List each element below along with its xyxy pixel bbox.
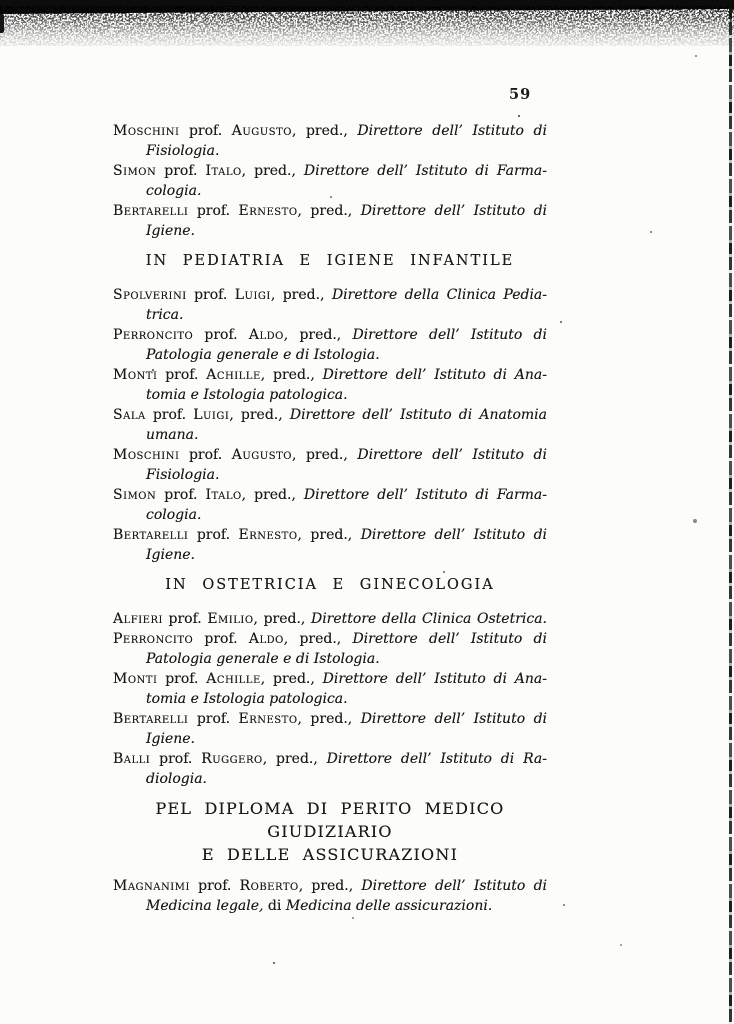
entry-text: prof. <box>156 163 206 179</box>
faculty-entry <box>113 525 547 565</box>
role-title: Direttore dell’ Istituto di <box>360 527 548 543</box>
entry-first-line <box>113 609 547 629</box>
entry-continuation-line <box>113 141 547 161</box>
faculty-entry <box>113 405 547 445</box>
person-name: Aldo <box>248 631 284 647</box>
entry-text: prof. <box>193 631 249 647</box>
role-title: Igiene. <box>146 547 196 563</box>
person-name: Aldo <box>248 327 284 343</box>
person-name: Ernesto <box>238 711 298 727</box>
person-name: Bertarelli <box>113 527 189 543</box>
entry-continuation-line <box>113 181 547 201</box>
entry-continuation-line <box>113 649 547 669</box>
role-title: Fisiologia. <box>146 467 220 483</box>
entry-text: , pred., <box>270 287 332 303</box>
entry-continuation-line <box>113 221 547 241</box>
entry-text: , pred., <box>297 711 361 727</box>
role-title: cologia. <box>146 507 202 523</box>
faculty-entry <box>113 749 547 789</box>
entry-text: , pred., <box>229 407 290 423</box>
entry-text: prof. <box>188 711 239 727</box>
person-name: Ernesto <box>238 203 298 219</box>
entry-text: , pred., <box>298 878 362 894</box>
entry-text: prof. <box>162 611 208 627</box>
faculty-entry <box>113 201 547 241</box>
role-title: Direttore dell’ Istituto di <box>361 878 548 894</box>
section-heading <box>113 575 547 596</box>
role-title: cologia. <box>146 183 202 199</box>
entry-first-line <box>113 709 547 729</box>
role-title: Direttore dell’ Istituto di Ra- <box>326 751 548 767</box>
entry-text: prof. <box>156 487 206 503</box>
entry-text: prof. <box>157 671 207 687</box>
entry-text: , pred., <box>241 487 304 503</box>
faculty-entry <box>113 285 547 325</box>
person-name: Italo <box>205 163 242 179</box>
role-title: Direttore dell’ Istituto di Anatomia <box>289 407 547 423</box>
role-title: Patologia generale e di Istologia. <box>146 651 380 667</box>
person-name: Moschini <box>113 447 180 463</box>
section-heading-line: IN PEDIATRIA E IGIENE INFANTILE <box>145 253 515 269</box>
person-name: Balli <box>113 751 151 767</box>
person-name: Bertarelli <box>113 203 189 219</box>
entry-text: prof. <box>179 447 232 463</box>
scan-artifact-left-edge <box>0 14 4 33</box>
entry-text: , pred., <box>283 631 353 647</box>
entry-continuation-line <box>113 305 547 325</box>
entry-continuation-line <box>113 769 547 789</box>
role-title: Direttore dell’ Istituto di Farma- <box>303 487 548 503</box>
section-heading <box>113 797 547 866</box>
person-name: Roberto <box>239 878 299 894</box>
entry-first-line <box>113 669 547 689</box>
faculty-directory-text <box>113 121 547 916</box>
entry-continuation-line <box>113 505 547 525</box>
role-title: Direttore dell’ Istituto di Farma- <box>303 163 548 179</box>
entry-text: prof. <box>157 367 207 383</box>
entry-continuation-line <box>113 729 547 749</box>
faculty-entry <box>113 325 547 365</box>
person-name: Augusto <box>231 447 292 463</box>
entry-first-line <box>113 365 547 385</box>
role-title: tomia e Istologia patologica. <box>146 387 348 403</box>
entry-first-line <box>113 121 547 141</box>
section-heading-line: E DELLE ASSICURAZIONI <box>201 845 459 864</box>
section-heading-line: PEL DIPLOMA DI PERITO MEDICO GIUDIZIARIO <box>155 799 505 841</box>
role-title: trica. <box>146 307 184 323</box>
entry-first-line <box>113 405 547 425</box>
person-name: Sala <box>113 407 146 423</box>
entry-text: prof. <box>193 327 249 343</box>
entry-continuation-line <box>113 689 547 709</box>
role-title: Direttore della Clinica Ostetrica. <box>310 611 548 627</box>
faculty-entry <box>113 876 547 916</box>
entry-text: prof. <box>188 203 239 219</box>
entry-continuation-line <box>113 465 547 485</box>
role-title: umana. <box>146 427 199 443</box>
role-title: Direttore dell’ Istituto di <box>352 631 547 647</box>
role-title: Direttore dell’ Istituto di <box>360 203 548 219</box>
person-name: Luigi <box>193 407 230 423</box>
entry-text: prof. <box>179 123 232 139</box>
faculty-entry <box>113 121 547 161</box>
entry-first-line <box>113 876 547 896</box>
entry-first-line <box>113 445 547 465</box>
person-name: Luigi <box>234 287 271 303</box>
person-name: Ruggero <box>201 751 263 767</box>
entry-text: , pred., <box>253 611 311 627</box>
person-name: Simon <box>113 163 157 179</box>
person-name: Monti <box>113 367 158 383</box>
scan-artifact-right-edge <box>726 8 734 1024</box>
role-title: Medicina delle assicurazioni. <box>285 898 493 914</box>
entry-text: , pred., <box>283 327 353 343</box>
role-title: Fisiologia. <box>146 143 220 159</box>
faculty-entry <box>113 669 547 709</box>
entry-continuation-line <box>113 385 547 405</box>
person-name: Simon <box>113 487 157 503</box>
person-name: Italo <box>205 487 242 503</box>
role-title: Igiene. <box>146 223 196 239</box>
person-name: Achille <box>206 671 261 687</box>
entry-text: prof. <box>150 751 202 767</box>
entry-continuation-line <box>113 896 547 916</box>
person-name: Perroncito <box>113 327 194 343</box>
entry-continuation-line <box>113 545 547 565</box>
page-number: 59 <box>509 86 532 103</box>
section-heading <box>113 251 547 272</box>
entry-continuation-line <box>113 425 547 445</box>
person-name: Spolverini <box>113 287 187 303</box>
entry-first-line <box>113 325 547 345</box>
entry-text: prof. <box>145 407 194 423</box>
role-title: Igiene. <box>146 731 196 747</box>
entry-first-line <box>113 201 547 221</box>
entry-text: , pred., <box>291 123 358 139</box>
scan-artifact-top-edge <box>0 0 734 52</box>
entry-first-line <box>113 285 547 305</box>
entry-text: , pred., <box>297 203 361 219</box>
entry-text: prof. <box>186 287 235 303</box>
person-name: Ernesto <box>238 527 298 543</box>
role-title: Medicina legale, <box>146 898 264 914</box>
scan-noise-specks <box>0 0 2 2</box>
entry-text: di <box>263 898 286 914</box>
faculty-entry <box>113 709 547 749</box>
entry-text: , pred., <box>262 751 327 767</box>
entry-text: , pred., <box>241 163 304 179</box>
entry-text: , pred., <box>291 447 358 463</box>
faculty-entry <box>113 629 547 669</box>
role-title: Direttore dell’ Istituto di <box>357 123 547 139</box>
person-name: Perroncito <box>113 631 194 647</box>
faculty-entry <box>113 609 547 629</box>
role-title: Direttore dell’ Istituto di <box>352 327 547 343</box>
person-name: Monti <box>113 671 158 687</box>
entry-text: prof. <box>189 878 240 894</box>
section-heading-line: IN OSTETRICIA E GINECOLOGIA <box>165 577 495 593</box>
entry-first-line <box>113 485 547 505</box>
entry-first-line <box>113 161 547 181</box>
faculty-entry <box>113 161 547 201</box>
entry-text: , pred., <box>260 367 323 383</box>
entry-first-line <box>113 749 547 769</box>
role-title: tomia e Istologia patologica. <box>146 691 348 707</box>
person-name: Achille <box>206 367 261 383</box>
role-title: Direttore dell’ Istituto di <box>357 447 547 463</box>
person-name: Alfieri <box>113 611 163 627</box>
entry-text: prof. <box>188 527 239 543</box>
entry-first-line <box>113 525 547 545</box>
entry-continuation-line <box>113 345 547 365</box>
faculty-entry <box>113 485 547 525</box>
role-title: Direttore della Clinica Pedia- <box>331 287 547 303</box>
person-name: Magnanimi <box>113 878 190 894</box>
role-title: Direttore dell’ Istituto di <box>360 711 548 727</box>
faculty-entry <box>113 445 547 485</box>
role-title: Direttore dell’ Istituto di Ana- <box>322 367 547 383</box>
person-name: Bertarelli <box>113 711 189 727</box>
entry-text: , pred., <box>297 527 361 543</box>
person-name: Moschini <box>113 123 180 139</box>
person-name: Emilio <box>207 611 254 627</box>
entry-text: , pred., <box>260 671 323 687</box>
faculty-entry <box>113 365 547 405</box>
role-title: Patologia generale e di Istologia. <box>146 347 380 363</box>
person-name: Augusto <box>231 123 292 139</box>
role-title: Direttore dell’ Istituto di Ana- <box>322 671 547 687</box>
role-title: diologia. <box>146 771 208 787</box>
entry-first-line <box>113 629 547 649</box>
